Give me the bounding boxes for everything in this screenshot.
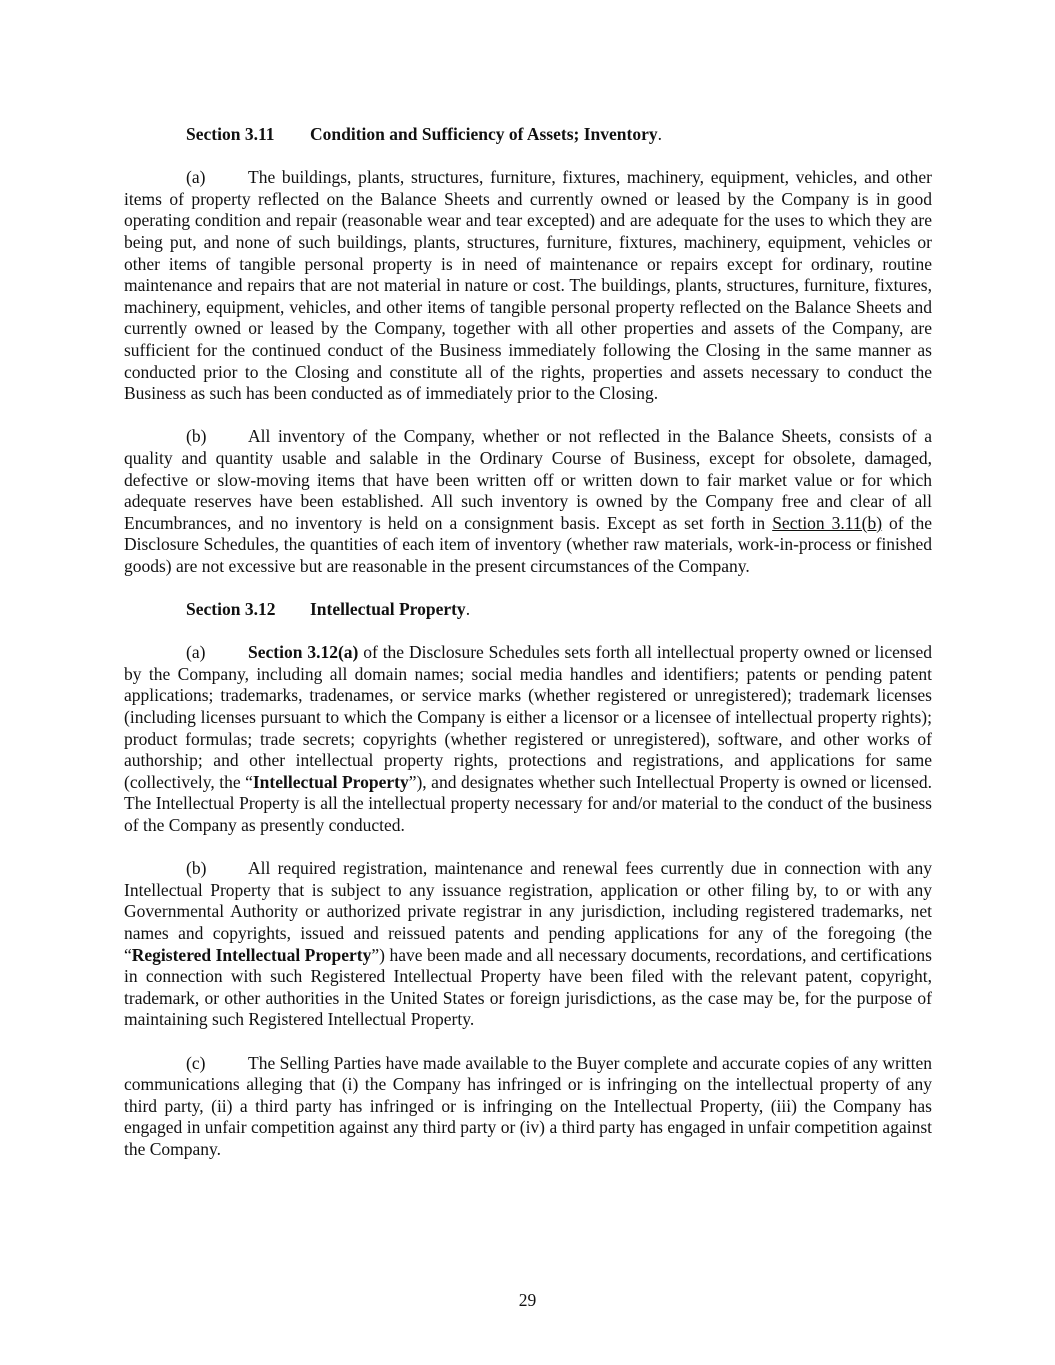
paragraph-label: (c): [186, 1052, 206, 1073]
paragraph-label: (b): [186, 426, 207, 447]
paragraph-text: of the Disclosure Schedules sets forth all intellectual property owned or licensed by the Company, including all domain names; social media handles and identifiers; patents or pending patent applications; trademarks, tradenames, or service marks (whether registered or unregistered); trademark licenses (including licenses pursuant to which the Company is either a licensor or a licensee of intellectual property rights); product formulas; trade secrets; copyrights (whether registered or unregistered), software, and other works of authorship; and other intellectual property rights, protections and registrations, and applications for same (collectively, the “: [124, 642, 932, 792]
paragraph-text: ”), and designates whether such Intellectual Property is owned or licensed. The Intellectual Property is all the intellectual property necessary for and/or material to the conduct of the business of the Company as presently conducted.: [124, 771, 933, 835]
paragraph-text: of the Disclosure Schedules, the quantities of each item of inventory (whether raw materials, work-in-process or finished goods) are not excessive but are reasonable in the present circumstances of the Company.: [124, 512, 932, 576]
defined-term: Intellectual Property: [252, 771, 409, 792]
section-title: Intellectual Property: [310, 599, 466, 620]
section-3-11-paragraph-a: [124, 167, 932, 405]
defined-term: Registered Intellectual Property: [131, 944, 372, 965]
paragraph-label: (a): [186, 167, 206, 188]
section-3-12-paragraph-c: [124, 1053, 932, 1161]
paragraph-text: All required registration, maintenance and renewal fees currently due in connection with any Intellectual Property that is subject to any issuance registration, application or other filing by, to or with any Governmental Authority or authorized private registrar in any jurisdiction, including registered trademarks, net names and copyrights, issued and reissued patents and pending applications for any of the foregoing (the “: [124, 858, 932, 965]
section-title: Condition and Sufficiency of Assets; Inventory: [310, 124, 658, 144]
paragraph-text: The Selling Parties have made available to the Buyer complete and accurate copies of any written communications alleging that (i) the Company has infringed or is infringing on the intellectual property of any third party, (ii) a third party has infringed or is infringing on the Intellectual Property, (iii) the Company has engaged in unfair competition against any third party or (iv) a third party has engaged in unfair competition against the Company.: [124, 1052, 932, 1159]
cross-reference: Section 3.11(b): [772, 512, 883, 533]
cross-reference: Section 3.12(a): [248, 642, 359, 663]
paragraph-text: All inventory of the Company, whether or not reflected in the Balance Sheets, consists of a quality and quantity usable and salable in the Ordinary Course of Business, except for obsolete, damaged, defective or slow-moving items that have been written off or written down to fair market value or for which adequate reserves have been established. All such inventory is owned by the Company free and clear of all Encumbrances, and no inventory is held on a consignment basis. Except as set forth in: [124, 426, 932, 533]
paragraph-label: (b): [186, 858, 207, 879]
paragraph-text: ”) have been made and all necessary documents, recordations, and certifications in connection with such Registered Intellectual Property have been filed with the relevant patent, copyright, trademark, or other authorities in the United States or foreign jurisdictions, as the case may be, for the purpose of maintaining such Registered Intellectual Property.: [124, 944, 932, 1030]
section-number: Section 3.12: [186, 599, 276, 620]
section-3-12-heading: Section 3.12 Intellectual Property.: [186, 599, 471, 620]
section-3-11-heading: Section 3.11 Condition and Sufficiency of Assets; Inventory.: [186, 124, 662, 144]
paragraph-text: The buildings, plants, structures, furniture, fixtures, machinery, equipment, vehicles, and other items of property reflected on the Balance Sheets and currently owned or leased by the Company is in good operating condition and repair (reasonable wear and tear excepted) and are adequate for the uses to which they are being put, and none of such buildings, plants, structures, furniture, fixtures, machinery, equipment, vehicles or other items of tangible personal property is in need of maintenance or repairs except for ordinary, routine maintenance and repairs that are not material in nature or cost. The buildings, plants, structures, furniture, fixtures, machinery, equipment, vehicles, and other items of tangible personal property reflected on the Balance Sheets and currently owned or leased by the Company, together with all other properties and assets of the Company, are sufficient for the continued conduct of the Business immediately following the Closing in the same manner as conducted prior to the Closing and constitute all of the rights, properties and assets necessary to conduct the Business as such has been conducted as of immediately prior to the Closing.: [124, 167, 932, 404]
section-3-12-paragraph-b: [124, 858, 932, 1031]
page-number: 29: [518, 1290, 537, 1310]
paragraph-label: (a): [186, 642, 206, 663]
section-number: Section 3.11: [186, 124, 275, 144]
section-3-11-paragraph-b: [124, 426, 932, 577]
document-page: [124, 124, 932, 1182]
section-3-12-paragraph-a: [124, 642, 932, 836]
